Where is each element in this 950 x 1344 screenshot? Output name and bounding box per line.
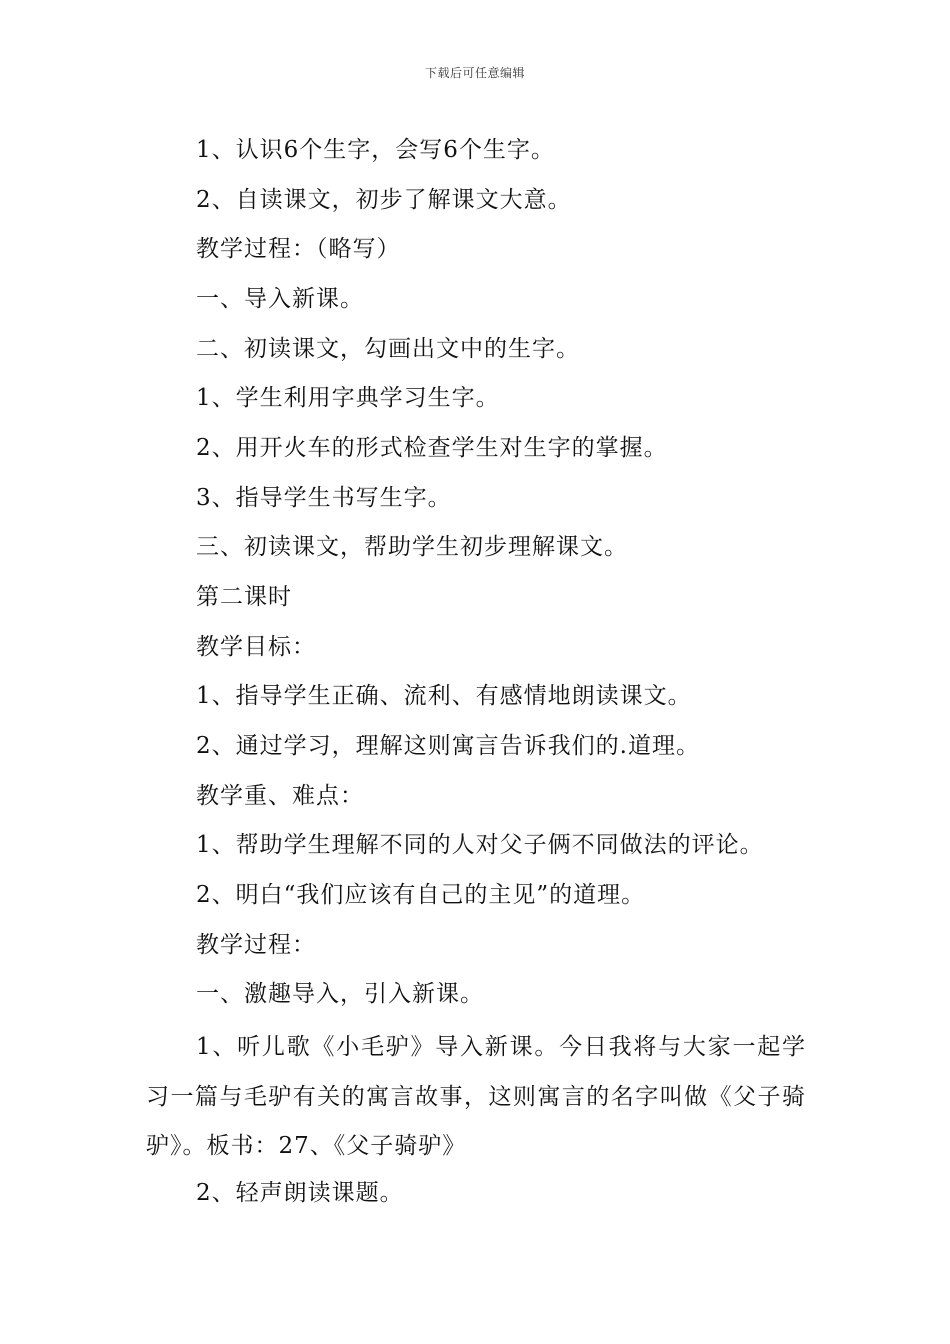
text-line-17: 教学过程： xyxy=(196,932,316,958)
text-line-9: 三、初读课文，帮助学生初步理解课文。 xyxy=(196,534,628,560)
text-line-1: 1、认识6个生字，会写6个生字。 xyxy=(196,137,555,163)
text-line-last: 2、轻声朗读课题。 xyxy=(196,1180,404,1206)
text-line-4: 一、导入新课。 xyxy=(196,286,364,312)
text-line-10: 第二课时 xyxy=(196,584,292,610)
text-line-5: 二、初读课文，勾画出文中的生字。 xyxy=(196,336,580,362)
text-line-3: 教学过程：（略写） xyxy=(196,236,401,262)
text-line-12: 1、指导学生正确、流利、有感情地朗读课文。 xyxy=(196,683,692,709)
text-line-2: 2、自读课文，初步了解课文大意。 xyxy=(196,187,572,213)
text-line-14: 教学重、难点： xyxy=(196,783,364,809)
text-line-6: 1、学生利用字典学习生字。 xyxy=(196,385,500,411)
text-line-18: 一、激趣导入，引入新课。 xyxy=(196,981,484,1007)
text-line-16: 2、明白“我们应该有自己的主见”的道理。 xyxy=(196,882,646,908)
text-paragraph: 1、听儿歌《小毛驴》导入新课。今日我将与大家一起学习一篇与毛驴有关的寓言故事，这则寓言的名字叫做《父子骑驴》。板书：27、《父子骑驴》 xyxy=(146,1034,806,1159)
text-line-8: 3、指导学生书写生字。 xyxy=(196,485,452,511)
text-line-7: 2、用开火车的形式检查学生对生字的掌握。 xyxy=(196,435,668,461)
text-line-13: 2、通过学习，理解这则寓言告诉我们的.道理。 xyxy=(196,733,700,759)
page-header: 下载后可任意编辑 xyxy=(424,66,525,80)
text-line-11: 教学目标： xyxy=(196,634,316,660)
text-line-15: 1、帮助学生理解不同的人对父子俩不同做法的评论。 xyxy=(196,832,764,858)
